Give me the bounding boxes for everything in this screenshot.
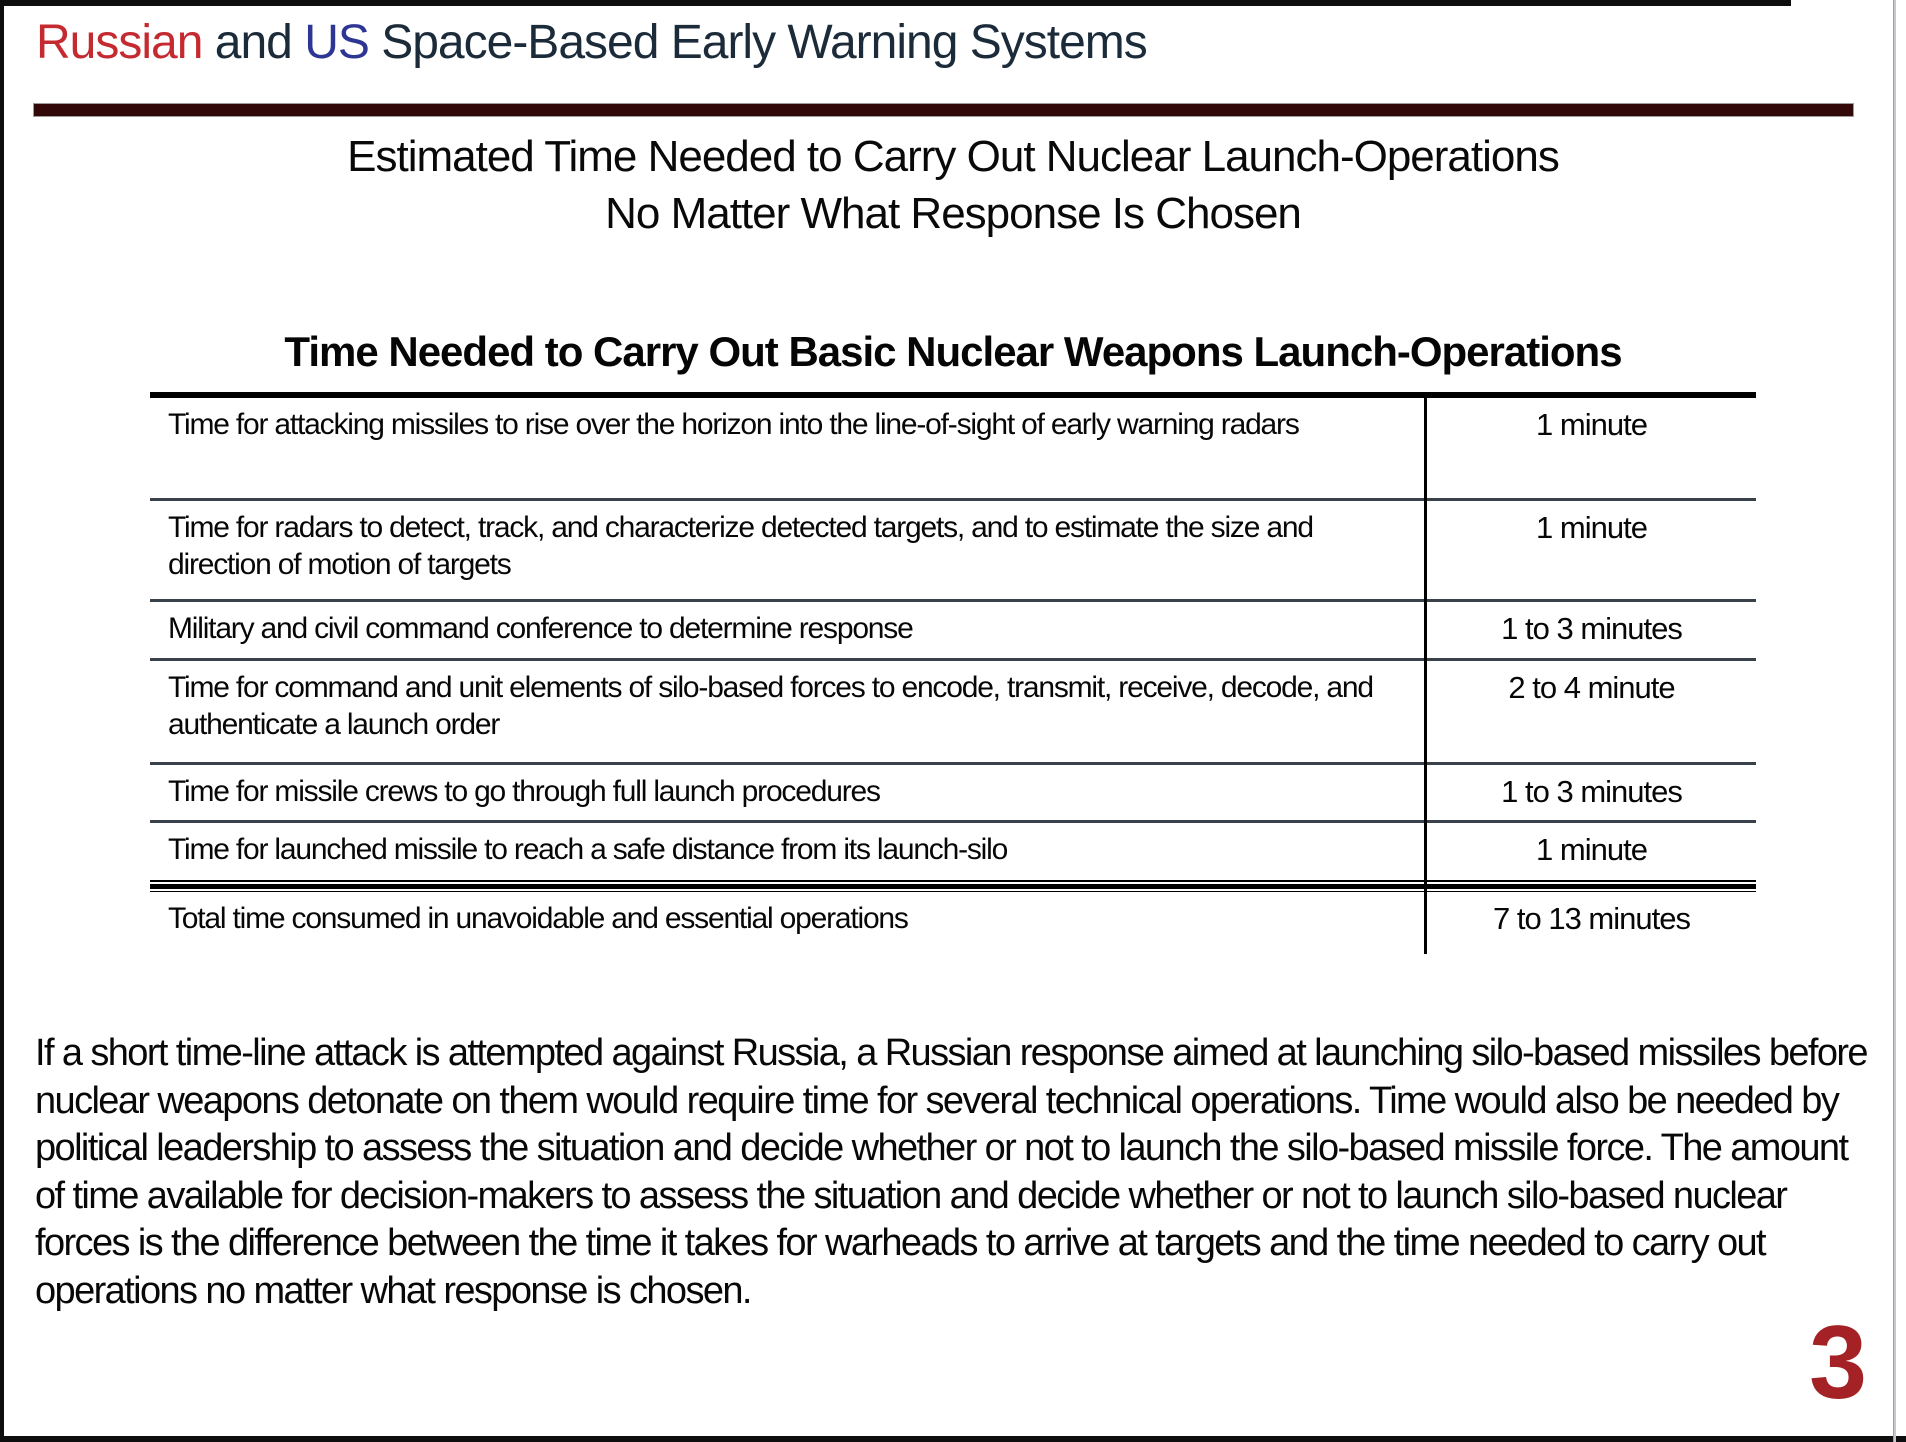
slide-header: [36, 14, 1147, 72]
operation-cell: Time for launched missile to reach a safe distance from its launch-silo: [168, 833, 1008, 866]
table-row: [150, 661, 1756, 765]
table-row: [150, 765, 1756, 823]
table-row: [150, 501, 1756, 602]
table-row: [150, 823, 1756, 880]
table-title: Time Needed to Carry Out Basic Nuclear Weapons Launch-Operations: [284, 328, 1622, 375]
header-segment-and: and: [202, 16, 305, 69]
operation-cell: Time for radars to detect, track, and characterize detected targets, and to estimate the size and direction of motion of targets: [168, 511, 1313, 581]
time-cell: 1 minute: [1536, 407, 1647, 442]
page-number: 3: [1809, 1305, 1867, 1421]
table-total-row: [150, 892, 1756, 954]
header-segment-rest: Space-Based Early Warning Systems: [368, 16, 1147, 69]
total-separator-line: [150, 880, 1756, 892]
header-segment-russian: Russian: [36, 16, 203, 69]
table-row: [150, 602, 1756, 661]
slide-title-line2: No Matter What Response Is Chosen: [605, 189, 1301, 238]
time-cell: 1 to 3 minutes: [1501, 774, 1682, 809]
table-row: [150, 398, 1756, 501]
operation-cell: Time for missile crews to go through full launch procedures: [168, 775, 880, 808]
header-rule: [33, 103, 1854, 117]
time-cell: 1 minute: [1536, 832, 1647, 867]
time-cell: 1 minute: [1536, 510, 1647, 545]
time-cell: 1 to 3 minutes: [1501, 611, 1682, 646]
header-segment-us: US: [304, 16, 369, 69]
total-operation-cell: Total time consumed in unavoidable and essential operations: [168, 902, 908, 935]
slide-border-top: [0, 0, 1791, 6]
body-paragraph: If a short time-line attack is attempted against Russia, a Russian response aimed at launching silo-based missiles before nuclear weapons detonate on them would require time for several technical operations. Time would also be needed by political leadership to assess the situation and decide whether or not to launch the silo-based missile force. The amount of time available for decision-makers to assess the situation and decide whether or not to launch silo-based nuclear forces is the difference between the time it takes for warheads to arrive at targets and the time needed to carry out operations no matter what response is chosen.: [35, 1032, 1867, 1312]
time-cell: 2 to 4 minute: [1508, 670, 1675, 705]
launch-operations-table: [150, 392, 1756, 954]
slide-title-line1: Estimated Time Needed to Carry Out Nuclear Launch-Operations: [347, 132, 1559, 181]
table-column-divider: [1424, 398, 1427, 954]
operation-cell: Time for command and unit elements of silo-based forces to encode, transmit, receive, decode, and authenticate a launch order: [168, 671, 1373, 741]
slide-title: [0, 128, 1906, 242]
operation-cell: Time for attacking missiles to rise over the horizon into the line-of-sight of early warning radars: [168, 408, 1299, 441]
total-time-cell: 7 to 13 minutes: [1493, 901, 1690, 936]
slide-border-bottom: [0, 1436, 1906, 1442]
operation-cell: Military and civil command conference to determine response: [168, 612, 913, 645]
